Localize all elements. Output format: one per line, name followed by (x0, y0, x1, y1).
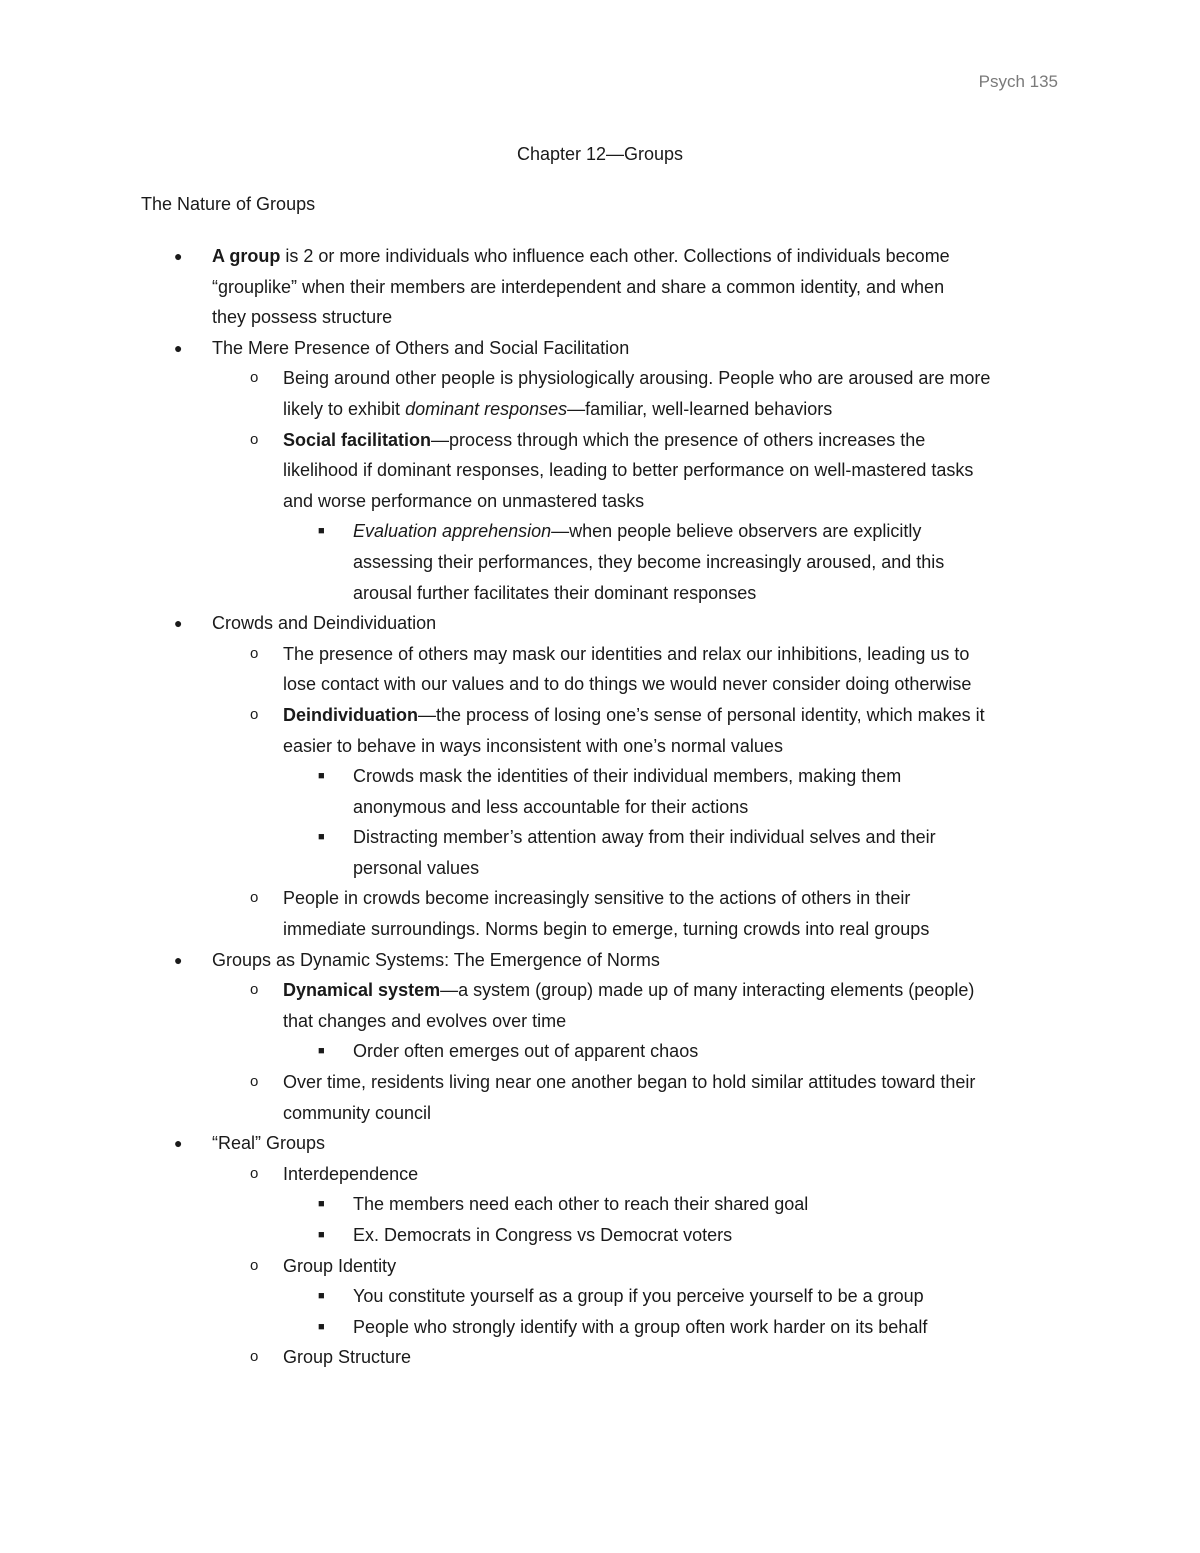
list-item-text (353, 1281, 924, 1312)
text-run: Interdependence (283, 1163, 419, 1184)
text-run: Group Identity (283, 1255, 397, 1276)
list-item-text (212, 302, 392, 333)
list-item-continuation (0, 302, 1200, 333)
bullet-marker: o (250, 369, 259, 387)
bullet-marker: ■ (318, 831, 325, 844)
text-run: assessing their performances, they become increasingly aroused, and this (353, 551, 945, 572)
bullet-marker: ● (174, 339, 183, 356)
text-run: Over time, residents living near one another began to hold similar attitudes toward their (283, 1072, 976, 1093)
list-item-text (212, 608, 436, 639)
text-run: community council (283, 1102, 432, 1123)
list-item (0, 363, 1200, 394)
page-header: Psych 135 (978, 72, 1058, 91)
list-item (0, 1189, 1200, 1220)
text-run: personal values (353, 857, 480, 878)
list-item (0, 241, 1200, 272)
text-run: —the process of losing one’s sense of personal identity, which makes it (418, 704, 985, 725)
italic-term: Evaluation apprehension (353, 521, 552, 542)
list-item-continuation (0, 272, 1200, 303)
list-item-text (283, 639, 969, 670)
list-item (0, 333, 1200, 364)
list-item-text (353, 853, 479, 884)
text-run: “grouplike” when their members are interdependent and share a common identity, and when (212, 276, 945, 297)
bullet-marker: ■ (318, 1229, 325, 1241)
list-item (0, 1281, 1200, 1312)
text-run: lose contact with our values and to do things we would never consider doing otherwise (283, 674, 972, 695)
text-run: Groups as Dynamic Systems: The Emergence of Norms (212, 949, 660, 970)
list-item-text (212, 945, 660, 976)
text-run: anonymous and less accountable for their actions (353, 796, 749, 817)
list-item (0, 975, 1200, 1006)
list-item (0, 761, 1200, 792)
text-run: likelihood if dominant responses, leading to better performance on well-mastered tasks (283, 460, 974, 481)
list-item (0, 1036, 1200, 1067)
text-run: Being around other people is physiologically arousing. People who are aroused are more (283, 368, 991, 389)
list-item-text (353, 1189, 808, 1220)
text-run: The Mere Presence of Others and Social Facilitation (212, 337, 630, 358)
list-item-text (283, 1342, 411, 1373)
text-run: —process through which the presence of others increases the (431, 429, 926, 450)
list-item-text (353, 1036, 698, 1067)
bullet-marker: o (250, 1256, 259, 1274)
list-item (0, 883, 1200, 914)
list-item-text (212, 1128, 325, 1159)
list-item-text (283, 455, 973, 486)
list-item-text (353, 822, 936, 853)
bullet-marker: ● (174, 615, 183, 632)
list-item (0, 945, 1200, 976)
list-item (0, 700, 1200, 731)
list-item-continuation (0, 455, 1200, 486)
list-item-text (283, 425, 925, 456)
bullet-marker: o (250, 430, 259, 448)
bullet-marker: ■ (318, 770, 325, 783)
text-run: You constitute yourself as a group if you perceive yourself to be a group (353, 1286, 924, 1307)
list-item-text (283, 883, 910, 914)
list-item-continuation (0, 669, 1200, 700)
text-run: “Real” Groups (212, 1133, 326, 1154)
list-item-text (353, 792, 748, 823)
list-item (0, 822, 1200, 853)
page-title: Chapter 12—Groups (516, 144, 684, 164)
list-item-continuation (0, 792, 1200, 823)
list-item-continuation (0, 486, 1200, 517)
bullet-marker: o (250, 889, 259, 907)
list-item-text (283, 731, 783, 762)
list-item-continuation (0, 547, 1200, 578)
list-item-continuation (0, 578, 1200, 609)
text-run: Group Structure (283, 1347, 412, 1368)
list-item-text (283, 1067, 975, 1098)
list-item-continuation (0, 853, 1200, 884)
italic-term: dominant responses (405, 398, 568, 419)
list-item-text (283, 1006, 566, 1037)
text-run: they possess structure (212, 307, 393, 328)
list-item-text (212, 333, 629, 364)
text-run: —when people believe observers are explicitly (551, 521, 922, 542)
text-run: Crowds mask the identities of their individual members, making them (353, 766, 902, 787)
bold-term: Deindividuation (283, 704, 418, 725)
text-run: Order often emerges out of apparent chaos (353, 1041, 699, 1062)
bold-term: Social facilitation (283, 429, 432, 450)
text-run: Crowds and Deindividuation (212, 613, 437, 634)
list-item-text (353, 547, 944, 578)
list-item-text (353, 516, 921, 547)
list-item-continuation (0, 914, 1200, 945)
bullet-marker: ● (174, 1135, 183, 1152)
list-item (0, 608, 1200, 639)
list-item-text (283, 1159, 418, 1190)
bold-term: Dynamical system (283, 980, 441, 1001)
list-item (0, 1128, 1200, 1159)
section-heading: The Nature of Groups (141, 194, 316, 214)
text-run: —familiar, well-learned behaviors (567, 398, 833, 419)
bullet-marker: ● (174, 248, 183, 264)
text-run: likely to exhibit (283, 398, 406, 419)
text-run: easier to behave in ways inconsistent with one’s normal values (283, 735, 783, 756)
bullet-marker: ● (174, 951, 183, 968)
text-run: arousal further facilitates their dominant responses (353, 582, 757, 603)
text-run: and worse performance on unmastered tasks (283, 490, 645, 511)
text-run: People who strongly identify with a group often work harder on its behalf (353, 1316, 928, 1337)
list-item-continuation (0, 1098, 1200, 1129)
text-run: Ex. Democrats in Congress vs Democrat voters (353, 1225, 733, 1245)
list-item-text (353, 1220, 732, 1251)
bullet-marker: o (250, 981, 259, 999)
text-run: immediate surroundings. Norms begin to emerge, turning crowds into real groups (283, 919, 930, 940)
list-item (0, 1159, 1200, 1190)
list-item-continuation (0, 394, 1200, 425)
list-item-continuation (0, 1006, 1200, 1037)
list-item-text (283, 669, 971, 700)
list-item-text (283, 486, 644, 517)
bullet-marker: ■ (318, 1320, 325, 1333)
list-item-text (283, 700, 985, 731)
bullet-marker: o (250, 644, 259, 662)
list-item-text (212, 272, 944, 303)
text-run: The members need each other to reach their shared goal (353, 1194, 809, 1215)
list-item-text (353, 1312, 927, 1343)
bullet-marker: ■ (318, 525, 325, 538)
list-item (0, 1312, 1200, 1343)
list-item-text (283, 975, 974, 1006)
bullet-marker: ■ (318, 1290, 325, 1303)
list-item-text (212, 241, 950, 272)
list-item-continuation (0, 731, 1200, 762)
bold-term: A group (212, 246, 281, 266)
notes-outline (0, 241, 1200, 1373)
text-run: that changes and evolves over time (283, 1010, 567, 1031)
text-run: is 2 or more individuals who influence each other. Collections of individuals become (280, 246, 950, 266)
bullet-marker: o (250, 1164, 259, 1182)
bullet-marker: ■ (318, 1198, 325, 1211)
list-item-text (283, 1251, 396, 1282)
list-item (0, 1220, 1200, 1251)
list-item-text (283, 1098, 431, 1129)
bullet-marker: o (250, 705, 259, 723)
list-item-text (283, 363, 990, 394)
text-run: The presence of others may mask our identities and relax our inhibitions, leading us to (283, 643, 970, 664)
text-run: —a system (group) made up of many interacting elements (people) (440, 980, 975, 1001)
list-item-text (353, 578, 756, 609)
list-item-text (283, 394, 832, 425)
list-item (0, 425, 1200, 456)
list-item (0, 516, 1200, 547)
text-run: Distracting member’s attention away from their individual selves and their (353, 827, 936, 848)
list-item-text (353, 761, 901, 792)
list-item (0, 1251, 1200, 1282)
list-item (0, 1067, 1200, 1098)
bullet-marker: o (250, 1073, 259, 1091)
bullet-marker: ■ (318, 1045, 325, 1058)
list-item (0, 1342, 1200, 1373)
list-item-text (283, 914, 929, 945)
list-item (0, 639, 1200, 670)
text-run: People in crowds become increasingly sensitive to the actions of others in their (283, 888, 911, 909)
bullet-marker: o (250, 1348, 259, 1366)
